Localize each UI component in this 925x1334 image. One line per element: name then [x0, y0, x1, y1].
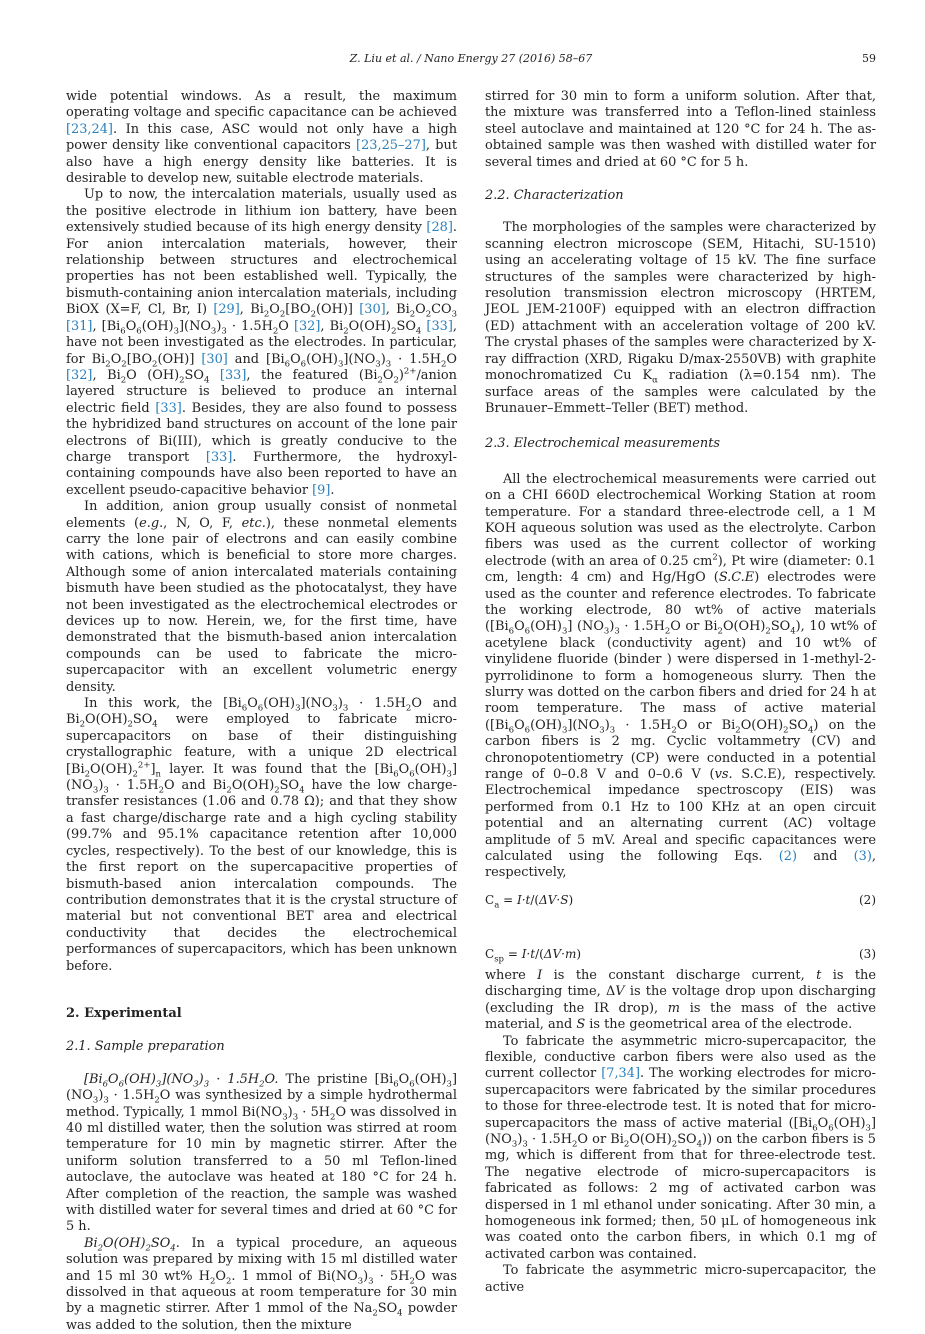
- subsection-heading: 2.3. Electrochemical measurements: [485, 436, 720, 452]
- paragraph: All the electrochemical measurements were carried out on a CHI 660D electrochemical Working Station at room temperature. For a standard three-electrode cell, a 1 M KOH aqueous solution was used as the electrolyte. Carbon fibers was used as the current collector of working electrode (with an area of 0.25 $cm^2$), Pt wire (diameter: 0.1 cm, length: 4 cm) and Hg/HgO (S.C.E) electrodes were used as the counter and reference electrodes. To fabricate the working electrode, 80 wt% of active materials ($[Bi_6O_6(OH)_3] (NO_3)_3 \cdot 1.5H_2O$ or $Bi_2O(OH)_2SO_4$), 10 wt% of acetylene black (conductivity agent) and 10 wt% of vinylidene fluoride (binder ) were dispersed in 1-methyl-2-pyrrolidinone to form a homogeneous slurry. Then the slurry was dotted on the carbon fibers and dried for 24 h at room temperature. The mass of active material ($[Bi_6O_6(OH)_3](NO_3)_3 \cdot 1.5H_2O$ or $Bi_2O(OH)_2SO_4$) on the carbon fibers is 2 mg. Cyclic voltammetry (CV) and chronopotentiometry (CP) were conducted in a potential range of 0–0.8 V and 0–0.6 V (vs. S.C.E), respectively. Electrochemical impedance spectroscopy (EIS) was performed from 0.1 Hz to 100 KHz at an open circuit potential and an alternating current (AC) voltage amplitude of 5 mV. Areal and specific capacitances were calculated using the following Eqs. (2) and (3), respectively,: [485, 471, 877, 881]
- running-header: [66, 52, 876, 68]
- citation-link[interactable]: [23,24]: [66, 121, 113, 137]
- citation-link[interactable]: [30]: [201, 351, 228, 367]
- citation-link[interactable]: [31]: [66, 318, 93, 334]
- equation-formula: $C_{sp} = I\cdot t/(\Delta V\cdot m)$: [485, 946, 582, 965]
- citation-link[interactable]: [32]: [66, 367, 93, 383]
- citation-link[interactable]: [7,34]: [601, 1066, 640, 1082]
- section-heading: 2. Experimental: [66, 1005, 182, 1021]
- equation-3: [485, 946, 876, 965]
- paragraph: To fabricate the asymmetric micro-supercapacitor, the flexible, conductive carbon fibers were also used as the current collector [7,34]. The working electrodes for micro-supercapacitors were fabricated by the similar procedures to those for three-electrode test. It is noted that for micro-supercapacitors the mass of active material ($[Bi_6O_6(OH)_3](NO_3)_3 \cdot 1.5H_2O$ or $Bi_2O(OH)_2SO_4$)) on the carbon fibers is 5 mg, which is different from that for three-electrode test. The negative electrode of micro-supercapacitors is fabricated as follows: 2 mg of activated carbon was dispersed in 1 ml ethanol under sonicating. After 30 min, a homogeneous ink formed; then, 50 μL of homogeneous ink was coated onto the carbon fibers, in which 0.1 mg of activated carbon was contained.: [485, 1033, 876, 1262]
- citation-link[interactable]: [23,25–27]: [356, 138, 426, 154]
- citation-link[interactable]: [33]: [155, 400, 182, 416]
- page-number: 59: [862, 52, 876, 65]
- paragraph: In this work, the $[Bi_6O_6(OH)_3](NO_3)_3 \cdot 1.5H_2O$ and $Bi_2O(OH)_2SO_4$ were employed to fabricate micro-supercapacitors on base of their distinguishing crystallographic feature, with a unique 2D electrical $[Bi_2O(OH)_2^{2+}]_n$ layer. It was found that the $[Bi_6O_6(OH)_3] (NO_3)_3 \cdot 1.5H_2O$ and $Bi_2O(OH)_2SO_4$ have the low charge-transfer resistances (1.06 and 0.78 Ω); and that they show a fast charge/discharge rate and a high cycling stability (99.7% and 95.1% capacitance retention after 10,000 cycles, respectively). To the best of our knowledge, this is the first report on the supercapacitive properties of bismuth-based anion intercalation compounds. The contribution demonstrates that it is the crystal structure of material but not conventional BET area and electrical conductivity that decides the electrochemical performances of supercapacitors, which has been unknown before.: [66, 696, 458, 974]
- equation-formula: $C_a = I\cdot t/(\Delta V\cdot S)$: [485, 892, 574, 911]
- paragraph: To fabricate the asymmetric micro-supercapacitor, the active: [485, 1263, 876, 1295]
- paragraph: In addition, anion group usually consist of nonmetal elements (e.g., N, O, F, etc.), these nonmetal elements carry the lone pair of electrons and can easily combine with cations, which is beneficial to store more charges. Although some of anion intercalated materials containing bismuth have been studied as the photocatalyst, they have not been investigated as the electrochemical electrodes or devices up to now. Herein, we, for the first time, have demonstrated that the bismuth-based anion intercalation compounds can be used to fabricate the micro-supercapacitor with an excellent volumetric energy density.: [66, 499, 458, 695]
- subsection-heading: 2.2. Characterization: [485, 188, 624, 204]
- paragraph: where I is the constant discharge current, t is the discharging time, ΔV is the voltage drop upon discharging (excluding the IR drop), m is the mass of the active material, and S is the geometrical area of the electrode.: [485, 967, 877, 1033]
- equation-number: (3): [859, 946, 876, 961]
- paragraph: wide potential windows. As a result, the maximum operating voltage and specific capacitance can be achieved [23,24]. In this case, ASC would not only have a high power density like conventional capacitors [23,25–27], but also have a high energy density like batteries. It is desirable to develop new, suitable electrode materials.: [66, 89, 458, 187]
- right-column: [485, 89, 876, 1296]
- citation-link[interactable]: [28]: [426, 220, 453, 236]
- equation-number: (2): [859, 892, 876, 907]
- paragraph: $Bi_2O(OH)_2SO_4$. In a typical procedure, an aqueous solution was prepared by mixing with 15 ml distilled water and 15 ml 30 wt% $H_2O_2$. 1 mmol of $Bi(NO_3)_3 \cdot 5H_2O$ was dissolved in that aqueous at room temperature for 30 min by a magnetic stirrer. After 1 mmol of the $Na_2SO_4$ powder was added to the solution, then the mixture: [66, 1235, 457, 1333]
- citation-link[interactable]: [33]: [219, 367, 247, 383]
- paragraph: Up to now, the intercalation materials, usually used as the positive electrode in lithium ion battery, have been extensively studied because of its high energy density [28]. For anion intercalation materials, however, their relationship between structures and electrochemical properties has not been established well. Typically, the bismuth-containing anion intercalation materials, including BiOX (X=F, Cl, Br, I) [29], $Bi_2O_2[BO_2(OH)]$ [30], $Bi_2O_2CO_3$ [31], $[Bi_6O_6(OH)_3](NO_3)_3 \cdot 1.5H_2O$ [32], $Bi_2O(OH)_2SO_4$ [33], have not been investigated as the electrodes. In particular, for $Bi_2O_2[BO_2(OH)]$ [30] and $[Bi_6O_6(OH)_3](NO_3)_3 \cdot 1.5H_2O$ [32], $Bi_2O$ $(OH)_2SO_4$ [33], the featured $(Bi_2O_2)^{2+}$/anion layered structure is believed to produce an internal electric field [33]. Besides, they are also found to possess the hybridized band structures on account of the lone pair electrons of Bi(III), which is greatly conducive to the charge transport [33]. Furthermore, the hydroxyl-containing compounds have also been reported to have an excellent pseudo-capacitive behavior [9].: [66, 187, 457, 498]
- equation-2: [485, 892, 876, 911]
- equation-link[interactable]: (3): [853, 849, 872, 865]
- citation-link[interactable]: [33]: [426, 318, 453, 334]
- citation-link[interactable]: [32]: [293, 318, 321, 334]
- paragraph: $[Bi_6O_6(OH)_3](NO_3)_3 \cdot 1.5H_2O$. The pristine $[Bi_6O_6(OH)_3](NO_3)_3 \cdot 1.5H_2O$ was synthesized by a simple hydrothermal method. Typically, 1 mmol $Bi(NO_3)_3 \cdot 5H_2O$ was dissolved in 40 ml distilled water, then the solution was stirred at room temperature for 10 min by magnetic stirrer. After the uniform solution transferred to a 50 ml Teflon-lined autoclave, the autoclave was heated at 180 °C for 24 h. After completion of the reaction, the sample was washed with distilled water for several times and dried at 60 °C for 5 h.: [66, 1071, 457, 1235]
- left-column: [66, 89, 457, 1334]
- citation-link[interactable]: [30]: [359, 302, 386, 318]
- citation-link[interactable]: [9]: [312, 482, 331, 498]
- paragraph: The morphologies of the samples were characterized by scanning electron microscope (SEM, Hitachi, SU-1510) using an accelerating voltage of 15 kV. The fine surface structures of the samples were characterized by high-resolution transmission electron microscopy (HRTEM, JEOL JEM-2100F) equipped with an electron diffraction (ED) attachment with an acceleration voltage of 200 kV. The crystal phases of the samples were characterized by X-ray diffraction (XRD, Rigaku D/max-2550VB) with graphite monochromatized Cu $K_\alpha$ radiation (λ=0.154 nm). The surface areas of the samples were calculated by the Brunauer–Emmett–Teller (BET) method.: [485, 220, 876, 416]
- subsection-heading: 2.1. Sample preparation: [66, 1039, 225, 1055]
- citation-link[interactable]: [29]: [213, 302, 240, 318]
- equation-link[interactable]: (2): [778, 849, 797, 865]
- journal-citation: Z. Liu et al. / Nano Energy 27 (2016) 58–67: [349, 52, 593, 65]
- citation-link[interactable]: [33]: [205, 449, 233, 465]
- paragraph: stirred for 30 min to form a uniform solution. After that, the mixture was transferred into a Teflon-lined stainless steel autoclave and maintained at 120 °C for 24 h. The as-obtained sample was then washed with distilled water for several times and dried at 60 °C for 5 h.: [485, 89, 876, 170]
